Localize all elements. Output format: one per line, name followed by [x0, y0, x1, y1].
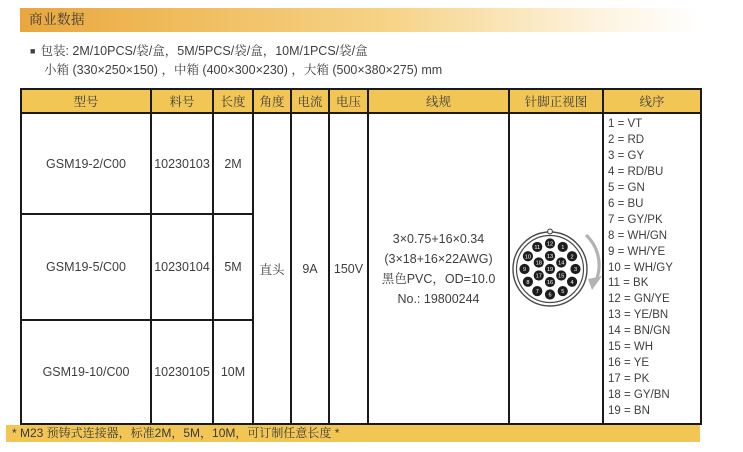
length-cell: 2M [213, 113, 253, 214]
connector-pin-number: 18 [535, 260, 542, 266]
wire-gauge-cell [368, 113, 509, 424]
wire-seq-item: 9 = WH/YE [608, 245, 666, 258]
partno-cell: 10230105 [151, 320, 213, 424]
packaging-info [30, 42, 442, 80]
connector-pin-number: 19 [546, 266, 554, 273]
voltage-cell: 150V [329, 113, 368, 424]
connector-pin-number: 10 [524, 253, 532, 260]
connector-pin-number: 17 [535, 273, 542, 279]
connector-pin-number: 2 [570, 253, 574, 260]
wire-gauge-line: 黑色PVC，OD=10.0 [381, 271, 496, 286]
packaging-line1-text: 包装: 2M/10PCS/袋/盒，5M/5PCS/袋/盒，10M/1PCS/袋/盒 [40, 44, 368, 58]
connector-pin-number: 4 [570, 279, 574, 286]
wire-seq-item: 2 = RD [608, 134, 645, 147]
connector-pin-number: 15 [558, 273, 565, 279]
connector-pin-number: 8 [526, 279, 530, 286]
col-header-current: 电流 [291, 89, 329, 113]
model-cell: GSM19-10/C00 [21, 320, 151, 424]
wire-seq-item: 4 = RD/BU [608, 166, 664, 179]
wire-sequence-cell [603, 113, 701, 424]
wire-seq-item: 6 = BU [608, 197, 644, 210]
length-cell: 5M [213, 214, 253, 320]
col-header-pinview: 针脚正视图 [509, 89, 603, 113]
col-header-wireseq: 线序 [603, 89, 701, 113]
pin-front-view-cell [509, 113, 603, 424]
connector-key-notch [548, 229, 553, 234]
rotation-arrowhead-icon [588, 276, 602, 290]
model-cell: GSM19-5/C00 [21, 214, 151, 320]
partno-cell: 10230103 [151, 113, 213, 214]
col-header-angle: 角度 [253, 89, 291, 113]
wire-seq-item: 10 = WH/GY [608, 261, 673, 274]
connector-pin-number: 5 [561, 288, 565, 295]
footnote-bar: * M23 预铸式连接器，标准2M，5M，10M，可订制任意长度 * [6, 425, 700, 442]
connector-pinout-diagram [510, 223, 603, 315]
angle-cell: 直头 [253, 113, 291, 424]
col-header-voltage: 电压 [329, 89, 368, 113]
section-title-bar [20, 8, 700, 32]
table-row [21, 113, 701, 214]
connector-pin-number: 1 [561, 244, 565, 251]
wire-gauge-line: No.: 19800244 [397, 291, 480, 306]
connector-pin-number: 3 [573, 266, 578, 273]
section-title: 商业数据 [29, 12, 85, 27]
length-cell: 10M [213, 320, 253, 424]
connector-pin-number: 6 [548, 292, 552, 298]
wire-gauge-line: 3×0.75+16×0.34 [392, 231, 485, 246]
col-header-model: 型号 [21, 89, 151, 113]
model-cell: GSM19-2/C00 [21, 113, 151, 214]
connector-pin-number: 9 [522, 266, 527, 273]
wire-seq-item: 11 = BK [608, 277, 649, 290]
col-header-length: 长度 [213, 89, 253, 113]
wire-seq-item: 13 = YE/BN [608, 309, 669, 322]
connector-pin-number: 11 [534, 244, 541, 251]
connector-pins [519, 238, 580, 299]
wire-seq-item: 19 = BN [608, 404, 650, 417]
wire-gauge-line: (3×18+16×22AWG) [384, 251, 493, 266]
connector-pin-number: 13 [546, 253, 554, 260]
table-header-row [21, 89, 701, 113]
rotation-arrow [586, 235, 599, 278]
connector-pin-number: 14 [558, 260, 565, 266]
packaging-line2: 小箱 (330×250×150) ，中箱 (400×300×230) ，大箱 (500×380×275) mm [44, 63, 443, 77]
wire-seq-item: 14 = BN/GN [608, 325, 671, 338]
current-cell: 9A [291, 113, 329, 424]
wire-seq-item: 5 = GN [608, 182, 645, 195]
col-header-gauge: 线规 [368, 89, 509, 113]
wire-seq-item: 1 = VT [608, 118, 643, 131]
wire-seq-item: 12 = GN/YE [608, 293, 670, 306]
wire-seq-item: 16 = YE [608, 356, 650, 369]
wire-seq-item: 7 = GY/PK [608, 213, 663, 226]
connector-pin-number: 7 [535, 288, 539, 295]
partno-cell: 10230104 [151, 214, 213, 320]
wire-seq-item: 18 = GY/BN [608, 388, 670, 401]
square-bullet-icon: ■ [30, 46, 36, 56]
col-header-partno: 料号 [151, 89, 213, 113]
spec-table [20, 88, 702, 425]
wire-seq-item: 17 = PK [608, 372, 650, 385]
packaging-line1 [30, 42, 442, 61]
wire-seq-item: 3 = GY [608, 150, 645, 163]
wire-seq-item: 15 = WH [608, 341, 654, 354]
wire-seq-item: 8 = WH/GN [608, 229, 668, 242]
connector-pin-number: 16 [546, 279, 554, 286]
connector-pin-number: 12 [546, 241, 554, 247]
